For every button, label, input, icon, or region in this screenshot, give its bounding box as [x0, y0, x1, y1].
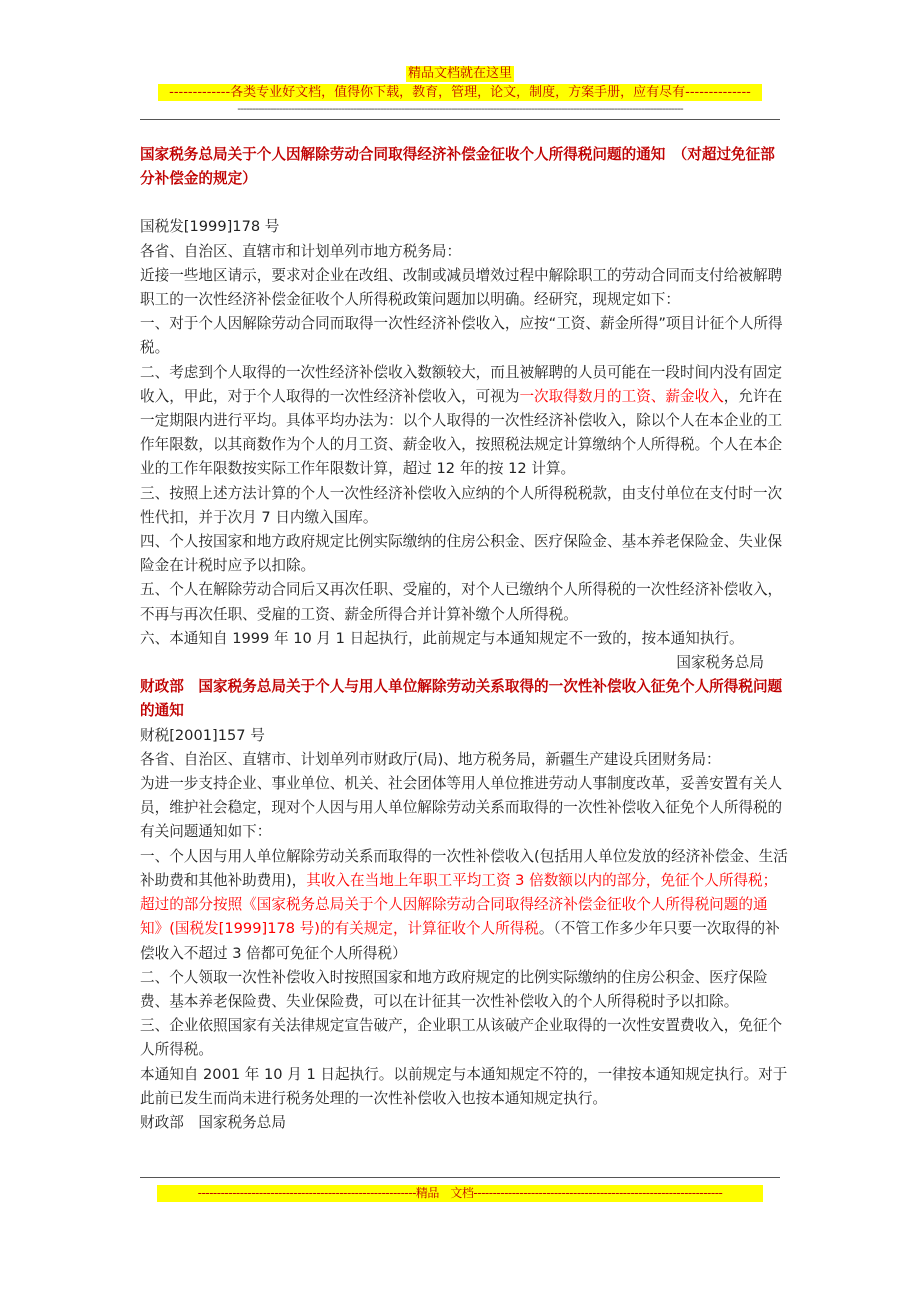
doc2-item-1 — [140, 845, 788, 966]
page-footer: ---------------------------------------------------------精品 文档----------------------------------------------------------------- — [157, 1185, 763, 1202]
header-dashed-line: ------------------------------------------------------------------------------------------------------------------------------------------------------ — [237, 103, 683, 115]
doc1-item-5: 五、个人在解除劳动合同后又再次任职、受雇的，对个人已缴纳个人所得税的一次性经济补偿收入，不再与再次任职、受雇的工资、薪金所得合并计算补缴个人所得税。 — [140, 581, 783, 623]
doc2-signature: 财政部 国家税务总局 — [140, 1113, 286, 1131]
footer-rule — [140, 1177, 780, 1178]
doc1-item-3: 三、按照上述方法计算的个人一次性经济补偿收入应纳的个人所得税税款，由支付单位在支付时一次性代扣，并于次月 7 日内缴入国库。 — [140, 484, 783, 526]
doc2-item-2: 二、个人领取一次性补偿收入时按照国家和地方政府规定的比例实际缴纳的住房公积金、医疗保险费、基本养老保险费、失业保险费，可以在计征其一次性补偿收入的个人所得税时予以扣除。 — [140, 968, 768, 1010]
doc1-addressee: 各省、自治区、直辖市和计划单列市地方税务局： — [140, 242, 462, 260]
header-slogan: -------------各类专业好文档，值得你下载，教育，管理，论文，制度，方案手册，应有尽有-------------- — [158, 84, 762, 101]
doc2-item-1-highlight: 其收入在当地上年职工平均工资 3 倍数额以内的部分，免征个人所得税；超过的部分按照《国家税务总局关于个人因解除劳动合同取得经济补偿金征收个人所得税问题的通知》(国税发[1999]178 号)的有关规定，计算征收个人所得税 — [140, 871, 778, 938]
doc1-item-4: 四、个人按国家和地方政府规定比例实际缴纳的住房公积金、医疗保险金、基本养老保险金、失业保险金在计税时应予以扣除。 — [140, 533, 783, 575]
doc2-item-1-text-b: 。（不管工作多少年只要一次取得的补偿收入不超过 3 倍都可免征个人所得税） — [140, 920, 780, 962]
doc1-item-6: 六、本通知自 1999 年 10 月 1 日起执行，此前规定与本通知规定不一致的，按本通知执行。 — [140, 629, 744, 647]
header-rule — [140, 119, 780, 120]
page-header — [0, 62, 920, 115]
doc2-item-3: 三、企业依照国家有关法律规定宣告破产，企业职工从该破产企业取得的一次性安置费收入，免征个人所得税。 — [140, 1017, 783, 1059]
doc2-intro: 为进一步支持企业、事业单位、机关、社会团体等用人单位推进劳动人事制度改革，妥善安置有关人员，维护社会稳定，现对个人因与用人单位解除劳动关系而取得的一次性补偿收入征免个人所得税的有关问题通知如下： — [140, 775, 783, 841]
doc2-item-1-text-a: 一、个人因与用人单位解除劳动关系而取得的一次性补偿收入(包括用人单位发放的经济补偿金、生活补助费和其他补助费用)， — [140, 847, 788, 889]
header-title: 精品文档就在这里 — [407, 66, 512, 81]
doc2-effective: 本通知自 2001 年 10 月 1 日起执行。以前规定与本通知规定不符的，一律按本通知规定执行。对于此前已发生而尚未进行税务处理的一次性补偿收入也按本通知规定执行。 — [140, 1065, 788, 1107]
doc2-addressee: 各省、自治区、直辖市、计划单列市财政厅(局)、地方税务局，新疆生产建设兵团财务局： — [140, 750, 721, 768]
doc1-item-1: 一、对于个人因解除劳动合同而取得一次性经济补偿收入，应按“工资、薪金所得”项目计征个人所得税。 — [140, 315, 783, 357]
doc1-item-2-text-a: 二、考虑到个人取得的一次性经济补偿收入数额较大，而且被解聘的人员可能在一段时间内没有固定收入，甲此，对于个人取得的一次性经济补偿收入，可视为 — [140, 363, 783, 405]
doc1-item-2 — [140, 361, 788, 482]
doc1-signature: 国家税务总局 — [676, 654, 764, 672]
doc1-title: 国家税务总局关于个人因解除劳动合同取得经济补偿金征收个人所得税问题的通知 （对超过免征部分补偿金的规定） — [140, 146, 775, 188]
doc1-intro: 近接一些地区请示，要求对企业在改组、改制或减员增效过程中解除职工的劳动合同而支付给被解聘职工的一次性经济补偿金征收个人所得税政策问题加以明确。经研究，现规定如下： — [140, 266, 783, 309]
doc2-title: 财政部 国家税务总局关于个人与用人单位解除劳动关系取得的一次性补偿收入征免个人所得税问题的通知 — [140, 678, 783, 720]
doc1-number: 国税发[1999]178 号 — [140, 218, 280, 236]
doc1-item-2-highlight: 一次取得数月的工资、薪金收入 — [519, 387, 724, 405]
doc1-item-2-text-b: ，允许在一定期限内进行平均。具体平均办法为：以个人取得的一次性经济补偿收入，除以个人在本企业的工作年限数，以其商数作为个人的月工资、薪金收入，按照税法规定计算缴纳个人所得税。个人在本企业的工作年限数按实际工作年限数计算，超过 12 年的按 12 计算。 — [140, 387, 783, 478]
document-body — [140, 143, 788, 1135]
doc2-number: 财税[2001]157 号 — [140, 726, 265, 744]
spacer — [140, 191, 788, 215]
